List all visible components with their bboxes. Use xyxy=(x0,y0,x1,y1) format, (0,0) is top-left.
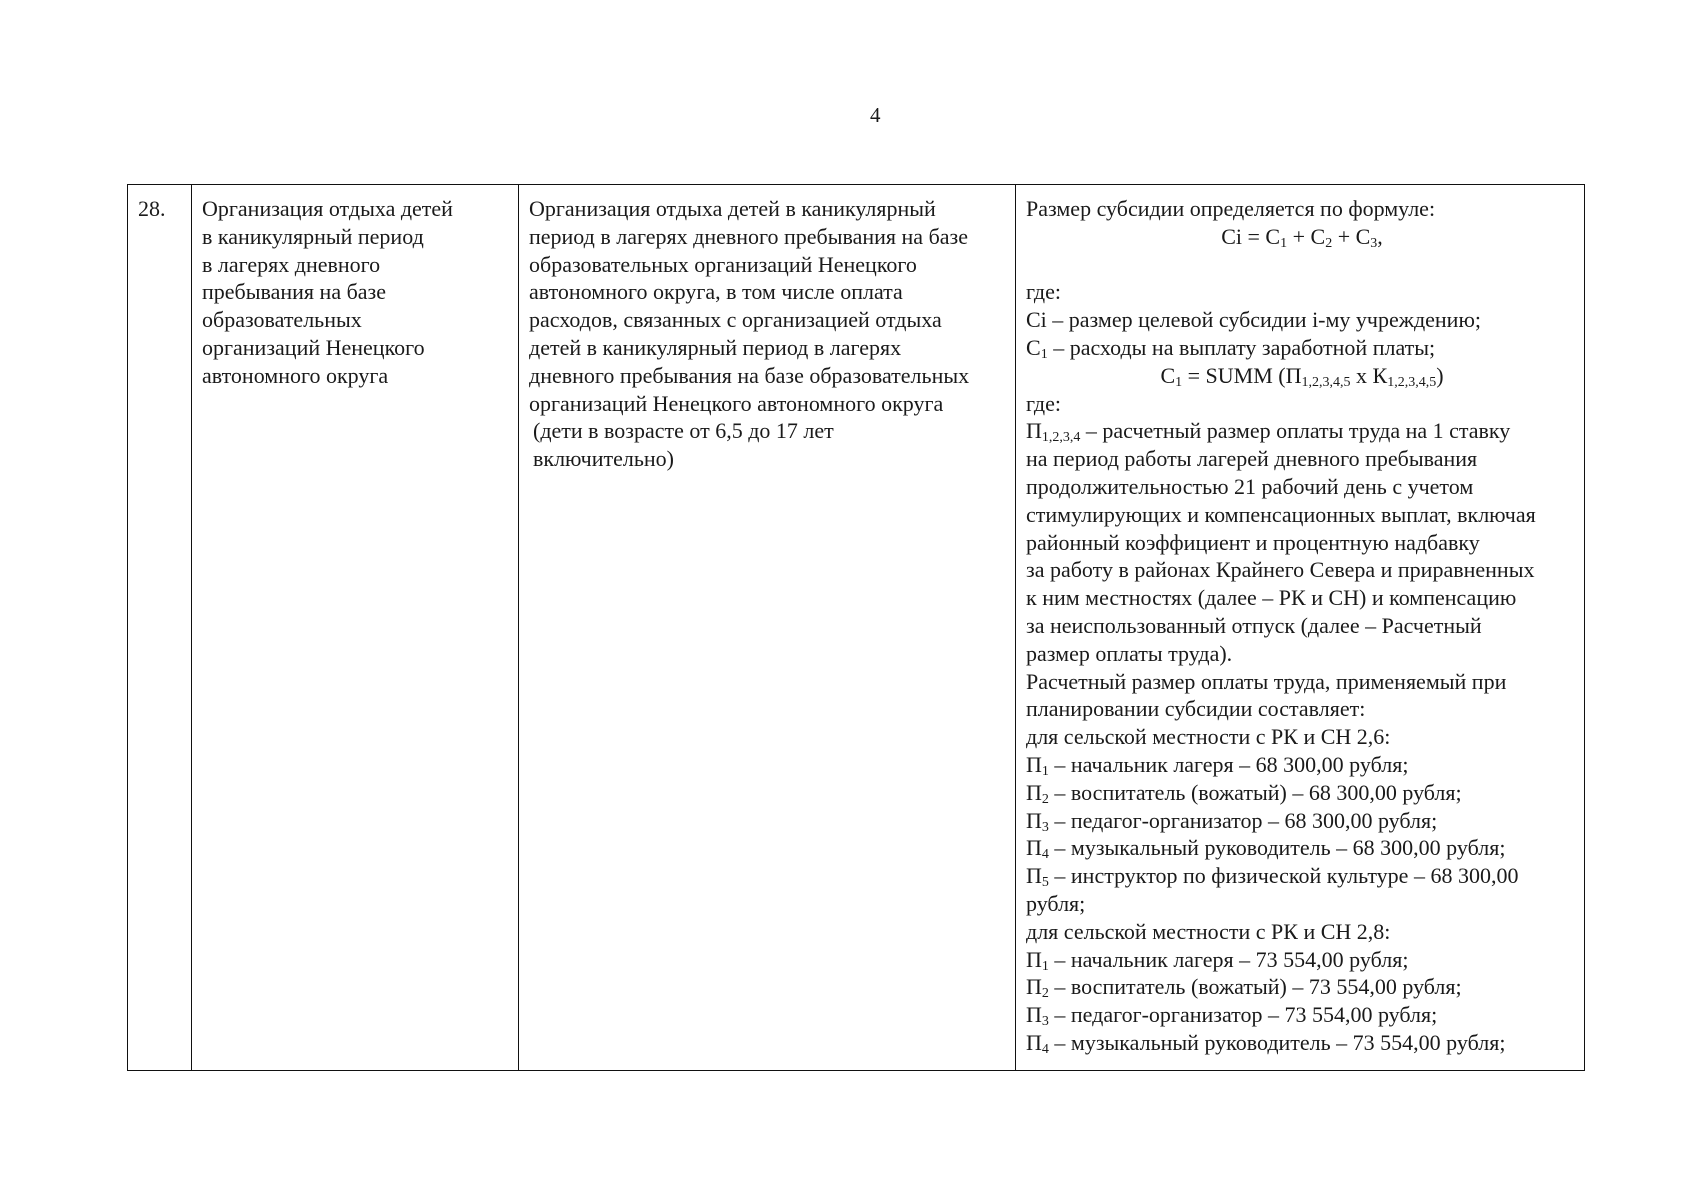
p-definition-line: Расчетный размер оплаты труда, применяемый при xyxy=(1026,668,1507,694)
description-line: период в лагерях дневного пребывания на базе xyxy=(529,223,968,249)
rate-item: $П_3$ – педагог-организатор – 73 554,00 рубля; xyxy=(1026,1002,1438,1030)
p-definition: $П_{1,2,3,4}$ – расчетный размер оплаты труда на 1 ставку xyxy=(1026,418,1511,446)
rate-item: $П_1$ – начальник лагеря – 73 554,00 рубля; xyxy=(1026,946,1409,974)
event-name-line: Организация отдыха детей xyxy=(202,196,453,221)
description-line: включительно) xyxy=(533,446,674,472)
event-name-line: автономного округа xyxy=(202,362,389,388)
event-name-line: образовательных xyxy=(202,307,362,333)
rate-group-title: для сельской местности с РК и СН 2,6: xyxy=(1026,724,1391,750)
event-name-line: пребывания на базе xyxy=(202,279,386,305)
rate-item: $П_1$ – начальник лагеря – 68 300,00 рубля; xyxy=(1026,751,1409,779)
rate-item: $П_5$ – инструктор по физической культуре – 68 300,00 xyxy=(1026,863,1519,891)
description-line: дневного пребывания на базе образовательных xyxy=(529,362,970,388)
description-line: (дети в возрасте от 6,5 до 17 лет xyxy=(533,418,834,444)
where-label: где: xyxy=(1026,279,1061,305)
formula-total: $Ci = C_1 + C_2 + C_3$, xyxy=(1221,223,1383,251)
p-definition-line: за работу в районах Крайнего Севера и приравненных xyxy=(1026,557,1535,583)
description-line: организаций Ненецкого автономного округа xyxy=(529,390,944,416)
p-definition-line: размер оплаты труда). xyxy=(1026,640,1233,666)
event-name-line: в лагерях дневного xyxy=(202,251,381,277)
rate-item: $П_4$ – музыкальный руководитель – 73 554,00 рубля; xyxy=(1026,1029,1506,1057)
p-definition-line: районный коэффициент и процентную надбавку xyxy=(1026,529,1480,555)
rate-group-title: для сельской местности с РК и СН 2,8: xyxy=(1026,918,1391,944)
rate-item: $П_2$ – воспитатель (вожатый) – 73 554,00 рубля; xyxy=(1026,974,1462,1002)
formula-intro: Размер субсидии определяется по формуле: xyxy=(1026,196,1436,221)
p-definition-line: стимулирующих и компенсационных выплат, включая xyxy=(1026,501,1536,527)
formula-c1: $C_1$ = SUMM ($П_{1,2,3,4,5}$ х $К_{1,2,3,4,5}$) xyxy=(1160,362,1444,390)
row-number: 28. xyxy=(128,185,192,1071)
event-name-line: организаций Ненецкого xyxy=(202,334,425,360)
calculation-cell xyxy=(1016,185,1585,1071)
event-name-line: в каникулярный период xyxy=(202,223,424,249)
subsidy-table xyxy=(127,184,1585,1071)
table-row xyxy=(128,185,1585,1071)
event-name-cell xyxy=(192,185,519,1071)
rate-item: $П_3$ – педагог-организатор – 68 300,00 рубля; xyxy=(1026,807,1438,835)
spacer xyxy=(1026,251,1578,279)
ci-definition: Ci – размер целевой субсидии i-му учреждению; xyxy=(1026,307,1482,333)
event-description-cell xyxy=(519,185,1016,1071)
c1-definition: $C_1$ – расходы на выплату заработной платы; xyxy=(1026,334,1436,362)
rate-item-continuation: рубля; xyxy=(1026,890,1086,916)
description-line: образовательных организаций Ненецкого xyxy=(529,251,917,277)
description-line: детей в каникулярный период в лагерях xyxy=(529,334,902,360)
description-line: Организация отдыха детей в каникулярный xyxy=(529,196,936,221)
p-definition-line: на период работы лагерей дневного пребывания xyxy=(1026,446,1478,472)
description-line: автономного округа, в том числе оплата xyxy=(529,279,903,305)
where-label: где: xyxy=(1026,390,1061,416)
rate-item: $П_4$ – музыкальный руководитель – 68 300,00 рубля; xyxy=(1026,835,1506,863)
page-number: 4 xyxy=(870,103,881,127)
p-definition-line: планировании субсидии составляет: xyxy=(1026,696,1366,722)
rate-item: $П_2$ – воспитатель (вожатый) – 68 300,00 рубля; xyxy=(1026,779,1462,807)
p-definition-line: за неиспользованный отпуск (далее – Расчетный xyxy=(1026,612,1482,638)
description-line: расходов, связанных с организацией отдыха xyxy=(529,307,942,333)
p-definition-line: к ним местностях (далее – РК и СН) и компенсацию xyxy=(1026,585,1517,611)
p-definition-line: продолжительностью 21 рабочий день с учетом xyxy=(1026,473,1474,499)
